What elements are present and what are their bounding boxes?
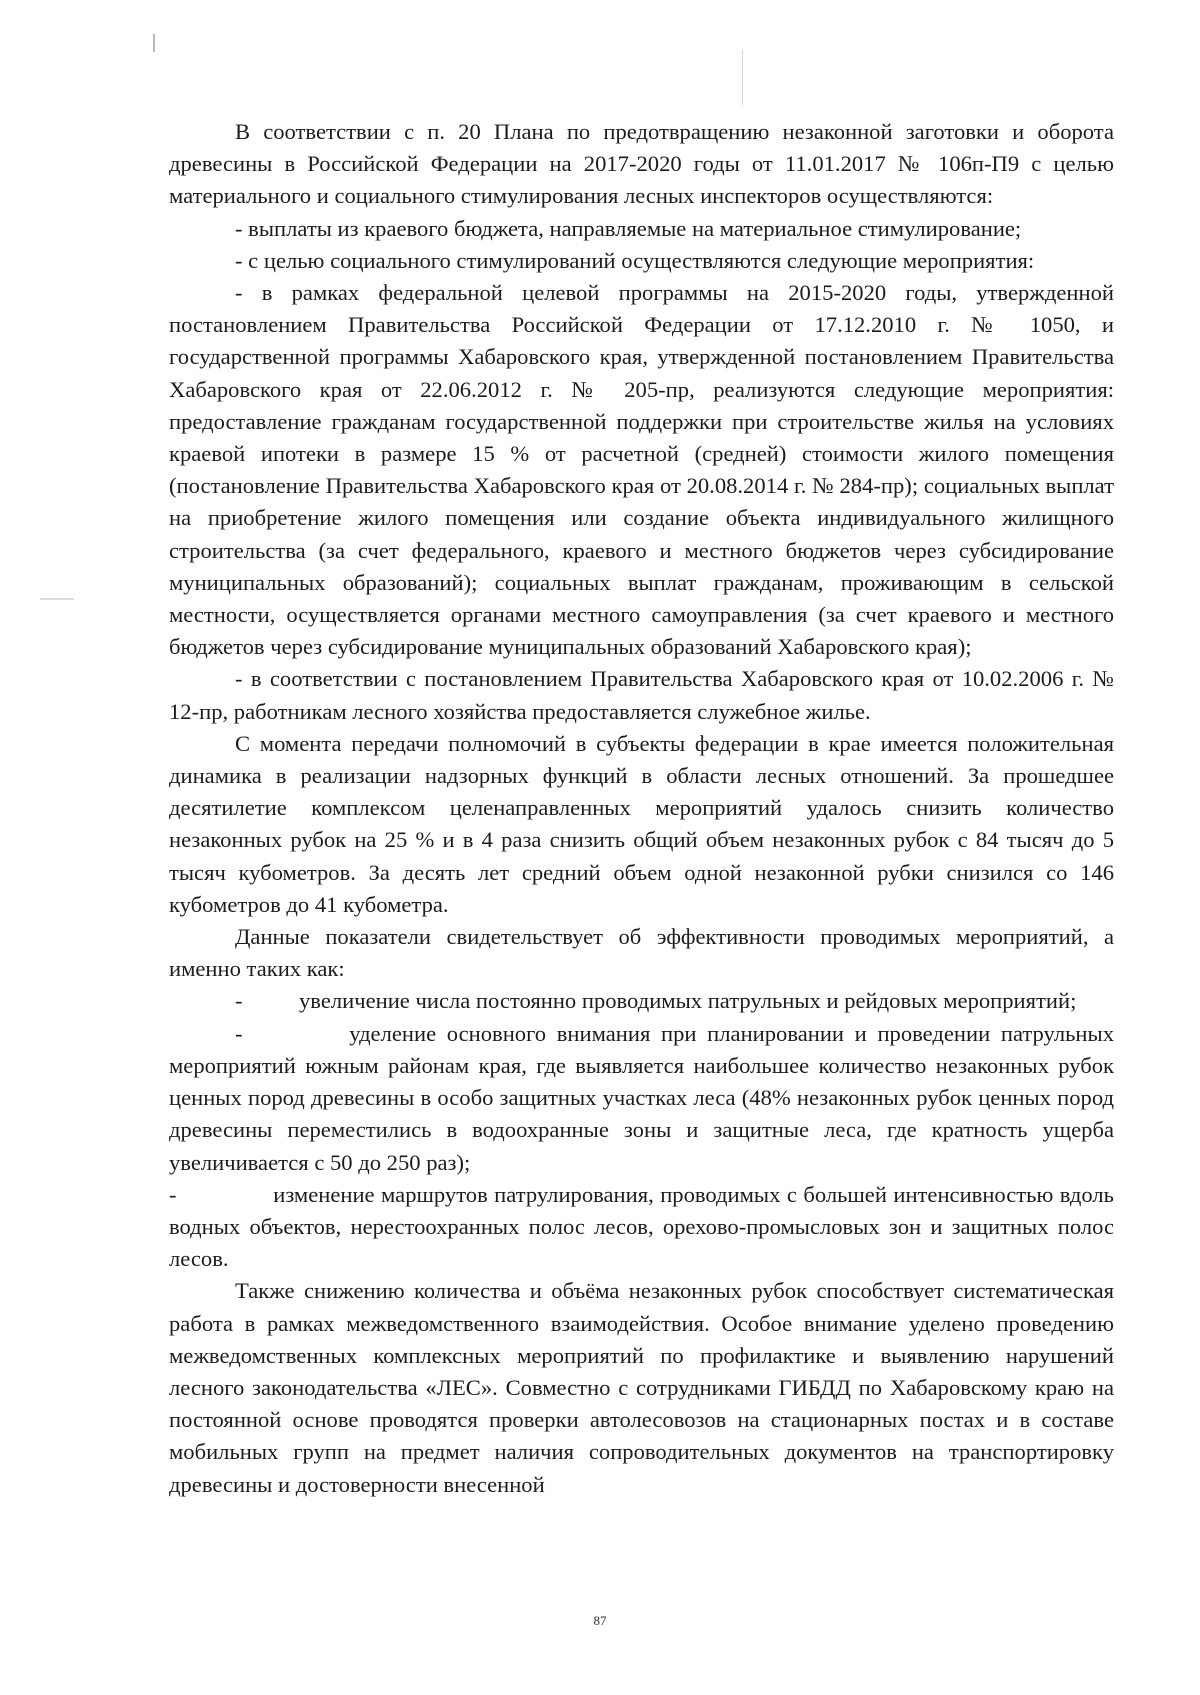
paragraph-interagency: Также снижению количества и объёма незаконных рубок способствует систематическая работа в рамках межведомственного взаимодействия. Особое внимание уделено проведению межведомственных комплексных мероприятий по профилактике и выявлению нарушений лесного законодательства «ЛЕС». Совместно с сотрудниками ГИБДД по Хабаровскому краю на постоянной основе проводятся проверки автолесовозов на стационарных постах и в составе мобильных групп на предмет наличия сопроводительных документов на транспортировку древесины и достоверности внесенной	[169, 1278, 1114, 1497]
document-body	[169, 116, 1114, 1501]
paragraph-dynamics: С момента передачи полномочий в субъекты федерации в крае имеется положительная динамика в реализации надзорных функций в области лесных отношений. За прошедшее десятилетие комплексом целенаправленных мероприятий удалось снизить количество незаконных рубок на 25 % и в 4 раза снизить общий объем незаконных рубок с 84 тысяч до 5 тысяч кубометров. За десять лет средний объем одной незаконной рубки снизился со 146 кубометров до 41 кубометра.	[169, 730, 1114, 917]
paragraph-service-housing: - в соответствии с постановлением Правительства Хабаровского края от 10.02.2006 г. № 12-пр, работникам лесного хозяйства предоставляется служебное жилье.	[169, 666, 1114, 724]
paragraph-plan-intro: В соответствии с п. 20 Плана по предотвращению незаконной заготовки и оборота древесины в Российской Федерации на 2017-2020 годы от 11.01.2017 № 106п-П9 с целью материального и социального стимулирования лесных инспекторов осуществляются:	[169, 119, 1114, 209]
paragraph-social-measures: - с целью социального стимулирований осуществляются следующие мероприятия:	[235, 247, 1035, 273]
paragraph-federal-program: - в рамках федеральной целевой программы на 2015-2020 годы, утвержденной постановлением Правительства Российской Федерации от 17.12.2010 г. № 1050, и государственной программы Хабаровского края, утвержденной постановлением Правительства Хабаровского края от 22.06.2012 г. № 205-пр, реализуются следующие мероприятия: предоставление гражданам государственной поддержки при строительстве жилья на условиях краевой ипотеки в размере 15 % от расчетной (средней) стоимости жилого помещения (постановление Правительства Хабаровского края от 20.08.2014 г. № 284-пр); социальных выплат на приобретение жилого помещения или создание объекта индивидуального жилищного строительства (за счет федерального, краевого и местного бюджетов через субсидирование муниципальных образований); социальных выплат гражданам, проживающим в сельской местности, осуществляется органами местного самоуправления (за счет краевого и местного бюджетов через субсидирование муниципальных образований Хабаровского края);	[169, 280, 1114, 660]
list-item-patrol-routes: - изменение маршрутов патрулирования, проводимых с большей интенсивностью вдоль водных объектов, нерестоохранных полос лесов, орехово-промысловых зон и защитных полос лесов.	[169, 1181, 1114, 1272]
scan-artifact-mark	[742, 50, 743, 105]
list-item-patrols: - увеличение числа постоянно проводимых патрульных и рейдовых мероприятий;	[235, 988, 1077, 1014]
scan-artifact-mark	[153, 34, 155, 52]
scan-artifact-mark	[40, 598, 74, 600]
paragraph-indicators: Данные показатели свидетельствует об эффективности проводимых мероприятий, а именно таких как:	[169, 924, 1114, 982]
page-number: 87	[593, 1613, 607, 1628]
paragraph-regional-payments: - выплаты из краевого бюджета, направляемые на материальное стимулирование;	[235, 215, 1022, 241]
list-item-southern-districts: - уделение основного внимания при планировании и проведении патрульных мероприятий южным районам края, где выявляется наибольшее количество незаконных рубок ценных пород древесины в особо защитных участках леса (48% незаконных рубок ценных пород древесины переместились в водоохранные зоны и защитные леса, где кратность ущерба увеличивается с 50 до 250 раз);	[169, 1020, 1114, 1175]
